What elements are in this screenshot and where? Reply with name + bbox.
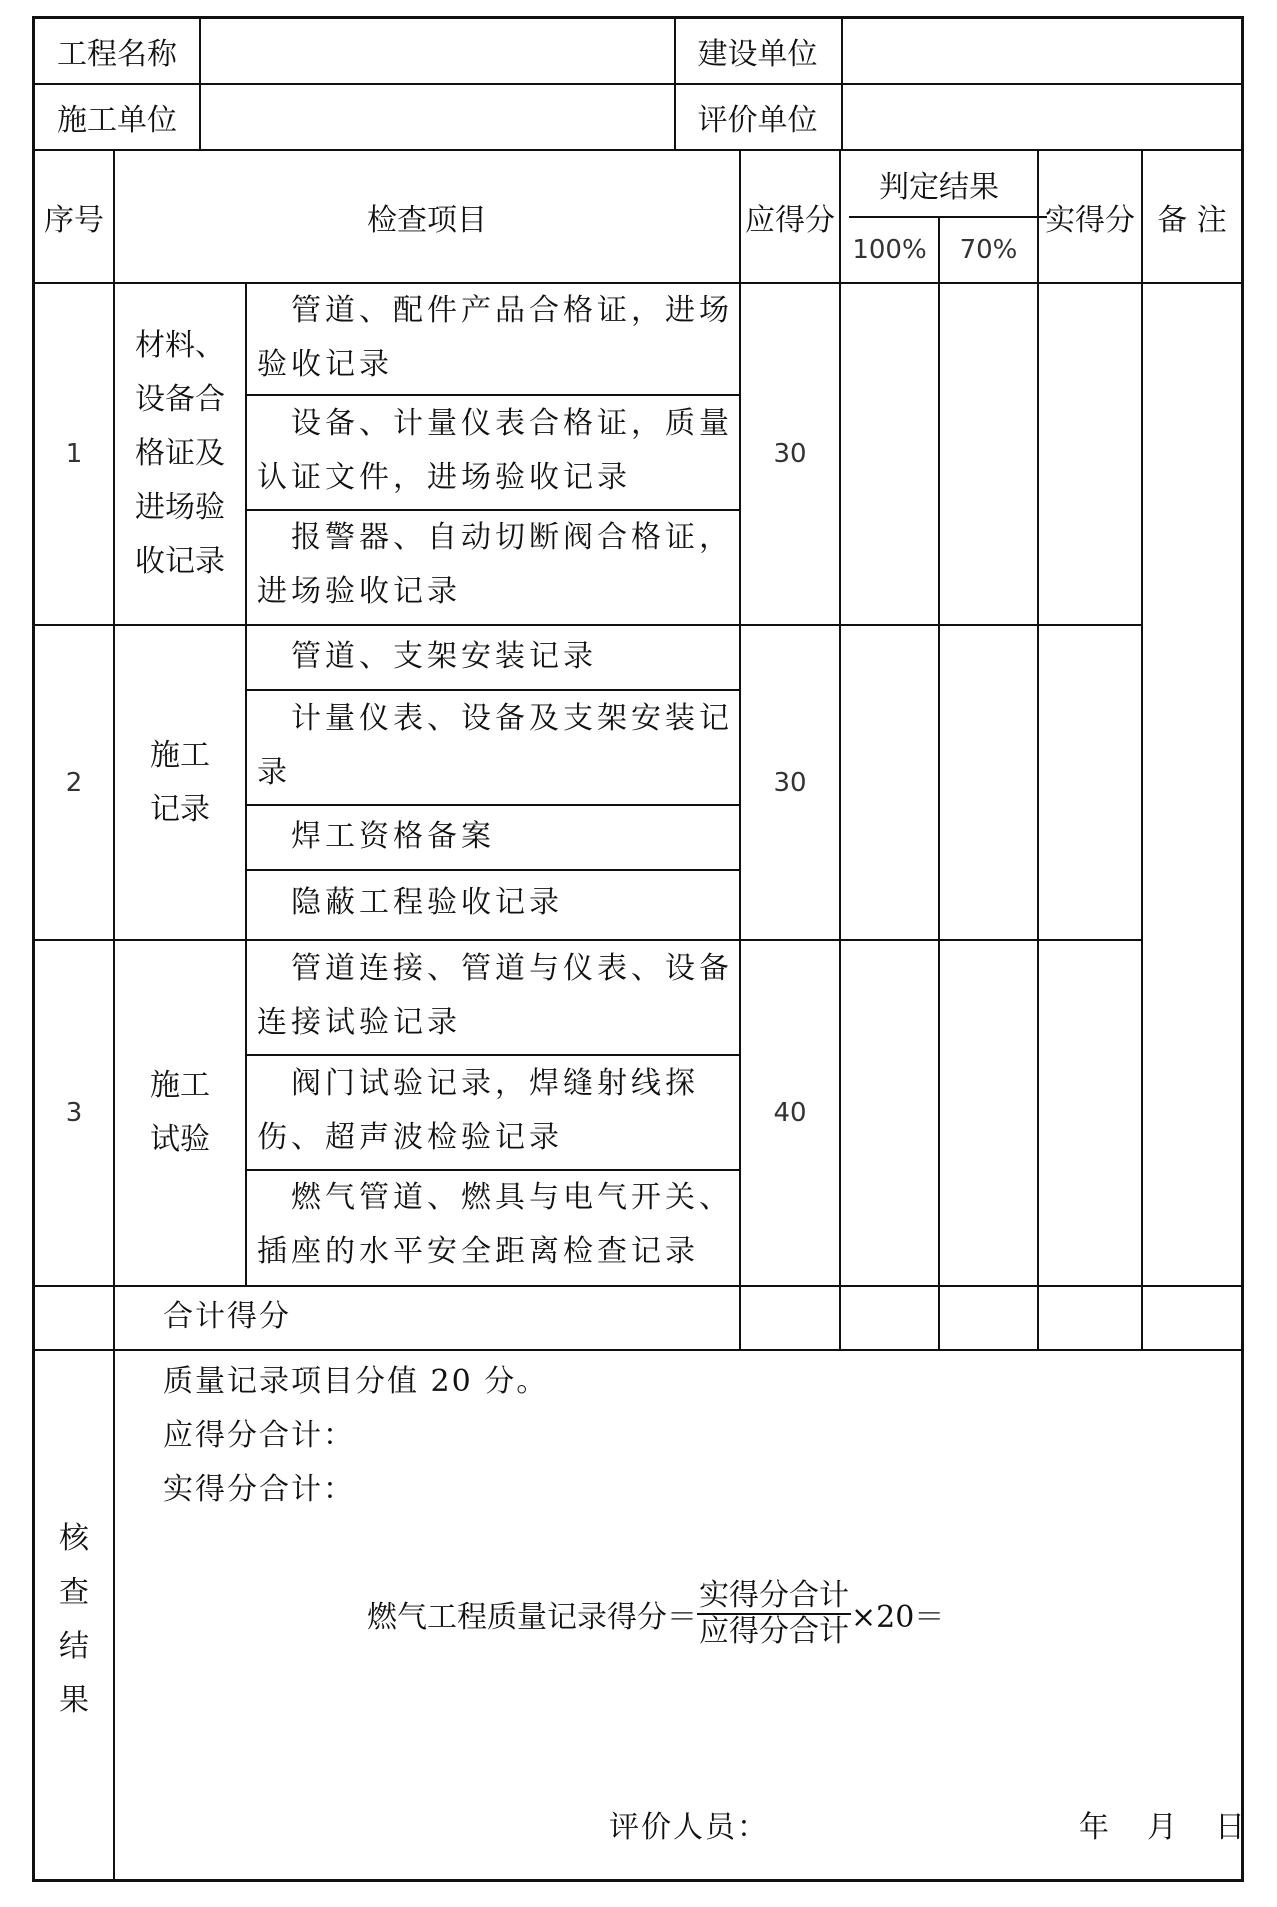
result-label-char: 果: [59, 1683, 89, 1718]
score-formula: [367, 1579, 944, 1649]
item-line: 隐蔽工程验收记录: [291, 885, 563, 920]
col-remarks-header: 备 注: [1157, 202, 1227, 238]
group-2-item-4: [257, 876, 737, 930]
project-name-field[interactable]: [201, 19, 674, 83]
group-1-name-line: 格证及: [135, 436, 225, 471]
formula-fraction: [697, 1579, 851, 1649]
group-2-name-line: 记录: [150, 791, 210, 827]
item-line: 燃气管道、燃具与电气开关、: [291, 1180, 733, 1215]
evaluator-unit-field[interactable]: [843, 85, 1241, 149]
formula-denominator: 应得分合计: [699, 1614, 849, 1649]
group-3-score: 40: [773, 1098, 807, 1128]
group-2-item-2: [257, 692, 737, 800]
col-due-score-header: 应得分: [745, 202, 835, 238]
total-score-label: 合计得分: [163, 1299, 291, 1334]
col-100pct-header: 100%: [852, 235, 927, 265]
col-judgment-header: 判定结果: [879, 169, 999, 205]
formula-numerator: 实得分合计: [699, 1578, 849, 1613]
item-line: 管道、支架安装记录: [291, 639, 597, 674]
item-line: 计量仪表、设备及支架安装记: [291, 701, 733, 736]
group-2-name-line: 施工: [150, 737, 210, 773]
item-line: 设备、计量仪表合格证，质量: [291, 406, 733, 441]
item-line: 验收记录: [257, 347, 393, 382]
item-line: 连接试验记录: [257, 1005, 461, 1040]
group-2-score: 30: [773, 767, 807, 798]
col-actual-score-header: 实得分: [1045, 202, 1135, 238]
builder-field[interactable]: [201, 85, 674, 149]
result-label-char: 查: [59, 1575, 89, 1610]
group-1-item-2: [257, 397, 737, 505]
result-label-char: 核: [59, 1521, 89, 1556]
project-name-label: 工程名称: [57, 37, 177, 72]
group-1-name-line: 进场验: [135, 490, 225, 525]
col-70pct-header: 70%: [959, 235, 1018, 265]
group-3-seq: 3: [65, 1098, 83, 1128]
construction-unit-label: 建设单位: [697, 37, 818, 72]
group-2-seq: 2: [65, 767, 83, 798]
formula-suffix: ×20＝: [851, 1600, 945, 1635]
group-1-name-line: 材料、: [135, 328, 225, 363]
builder-label: 施工单位: [57, 103, 177, 138]
item-line: 伤、超声波检验记录: [257, 1120, 563, 1155]
group-3-item-2: [257, 1057, 737, 1165]
result-label: [54, 1512, 94, 1728]
item-line: 认证文件，进场验收记录: [257, 460, 631, 495]
group-1-name-line: 设备合: [135, 382, 225, 417]
construction-unit-field[interactable]: [843, 19, 1241, 83]
item-line: 报警器、自动切断阀合格证，: [291, 520, 733, 555]
group-3-item-3: [257, 1171, 737, 1279]
evaluator-unit-label: 评价单位: [697, 103, 818, 138]
date-label: 年 月 日: [1079, 1810, 1249, 1845]
group-1-name: [115, 284, 245, 624]
quality-record-form: [32, 16, 1249, 1882]
result-line-actual-total: 实得分合计：: [163, 1472, 355, 1507]
evaluator-label: 评价人员：: [609, 1810, 769, 1845]
group-1-score: 30: [773, 439, 807, 469]
group-1-seq: 1: [65, 439, 83, 469]
col-item-header: 检查项目: [367, 202, 487, 238]
group-1-name-line: 收记录: [135, 544, 225, 579]
group-1-item-3: [257, 511, 737, 619]
group-3-name-line: 施工: [150, 1068, 210, 1103]
item-line: 阀门试验记录，焊缝射线探: [291, 1066, 699, 1101]
group-3-item-1: [257, 942, 737, 1050]
result-label-char: 结: [59, 1629, 89, 1664]
item-line: 焊工资格备案: [291, 819, 495, 854]
group-3-name-line: 试验: [150, 1122, 210, 1157]
group-2-item-3: [257, 810, 737, 864]
formula-prefix: 燃气工程质量记录得分＝: [367, 1600, 697, 1635]
group-3-name: [115, 941, 245, 1285]
item-line: 进场验收记录: [257, 574, 461, 609]
col-seq-header: 序号: [44, 202, 104, 238]
result-line-value: 质量记录项目分值 20 分。: [163, 1364, 549, 1399]
group-2-item-1: [257, 630, 737, 684]
group-2-name: [115, 626, 245, 939]
item-line: 录: [257, 755, 291, 790]
result-line-due-total: 应得分合计：: [163, 1418, 355, 1453]
item-line: 管道、配件产品合格证，进场: [291, 293, 733, 328]
item-line: 管道连接、管道与仪表、设备: [291, 951, 733, 986]
item-line: 插座的水平安全距离检查记录: [257, 1234, 699, 1269]
group-1-item-1: [257, 284, 737, 392]
